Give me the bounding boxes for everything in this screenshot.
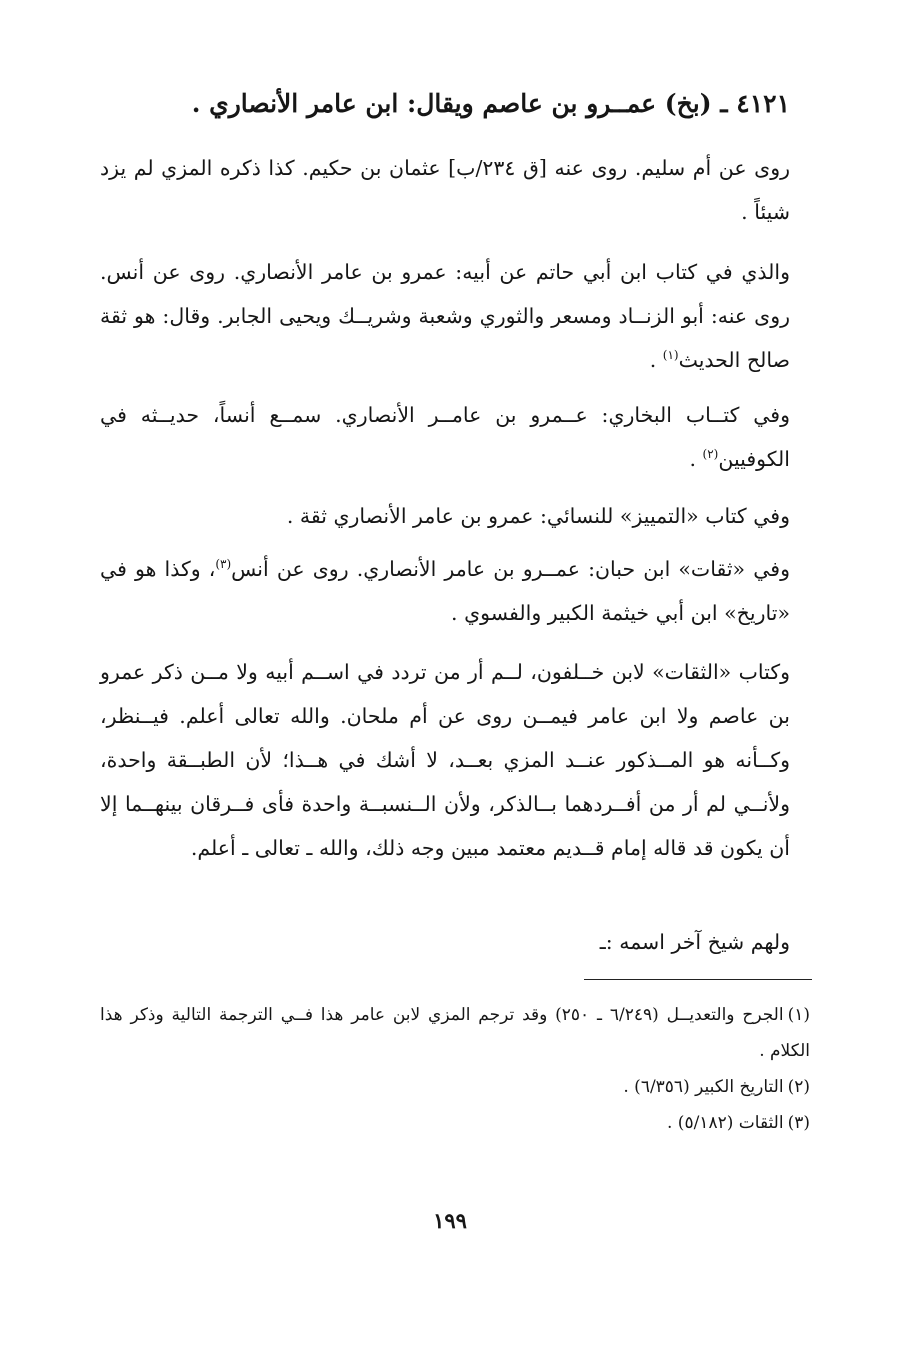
paragraph-next-sheikh: ولهم شيخ آخر اسمه :ـ xyxy=(599,930,790,954)
footnote-2 xyxy=(100,1069,810,1105)
footnote-text: الثقات (٥/١٨٢) . xyxy=(667,1113,784,1133)
paragraph-ibn-abi-hatim xyxy=(100,250,790,382)
footnote-1 xyxy=(100,997,810,1069)
paragraph-bukhari xyxy=(100,393,790,481)
footnote-number: (١) xyxy=(787,1005,811,1025)
footnote-number: (٣) xyxy=(787,1113,810,1133)
paragraph-narrators: روى عن أم سليم. روى عنه [ق ٢٣٤/ب] عثمان بن حكيم. كذا ذكره المزي لم يزد شيئاً . xyxy=(100,156,790,224)
paragraph-text: وفي كتــاب البخاري: عــمرو بن عامــر الأنصاري. سمــع أنساً، حديــثه في الكوفيين xyxy=(100,403,790,471)
footnote-ref-1[interactable]: (١) xyxy=(662,348,679,363)
footnote-number: (٢) xyxy=(787,1077,810,1097)
paragraph-text: وفي «ثقات» ابن حبان: عمــرو بن عامر الأنصاري. روى عن أنس xyxy=(231,557,790,581)
footnote-divider xyxy=(584,979,812,980)
paragraph-ibn-hibban xyxy=(100,547,790,635)
paragraph-end: . xyxy=(689,447,703,471)
paragraph-end: ، وكذا هو في «تاريخ» ابن أبي خيثمة الكبير والفسوي . xyxy=(100,557,790,625)
footnote-ref-2[interactable]: (٢) xyxy=(702,447,719,462)
paragraph-end: . xyxy=(649,348,663,372)
paragraph-ibn-khalfun: وكتاب «الثقات» لابن خــلفون، لــم أر من تردد في اســم أبيه ولا مــن ذكر عمرو بن عاصم ولا ابن عامر فيمــن روى عن أم ملحان. والله تعالى أعلم. فيــنظر، وكــأنه هو المــذكور عنــد المزي بعــد، لا أشك في هــذا؛ لأن الطبــقة واحدة، ولأنــي لم أر من أفــردهما بــالذكر، ولأن الــنسبــة واحدة فأى فــرقان بينهــما إلا أن يكون قد قاله إمام قــديم معتمد مبين وجه ذلك، والله ـ تعالى ـ أعلم. xyxy=(100,660,790,860)
page-number: ١٩٩ xyxy=(433,1208,467,1233)
footnotes xyxy=(100,997,810,1141)
paragraph-text: والذي في كتاب ابن أبي حاتم عن أبيه: عمرو بن عامر الأنصاري. روى عن أنس. روى عنه: أبو الزنــاد ومسعر والثوري وشعبة وشريــك ويحيى الجابر. وقال: هو ثقة صالح الحديث xyxy=(100,260,790,372)
footnote-text: الجرح والتعديــل (٦/٢٤٩ ـ ٢٥٠) وقد ترجم المزي لابن عامر هذا فــي الترجمة التالية وذكر هذا الكلام . xyxy=(100,1005,810,1061)
footnote-text: التاريخ الكبير (٦/٣٥٦) . xyxy=(623,1077,784,1097)
footnote-ref-3[interactable]: (٣) xyxy=(215,557,232,572)
footnote-3 xyxy=(100,1105,810,1141)
entry-heading: ٤١٢١ ـ (بخ) عمــرو بن عاصم ويقال: ابن عامر الأنصاري . xyxy=(191,89,790,118)
paragraph-nasai: وفي كتاب «التمييز» للنسائي: عمرو بن عامر الأنصاري ثقة . xyxy=(286,504,790,528)
